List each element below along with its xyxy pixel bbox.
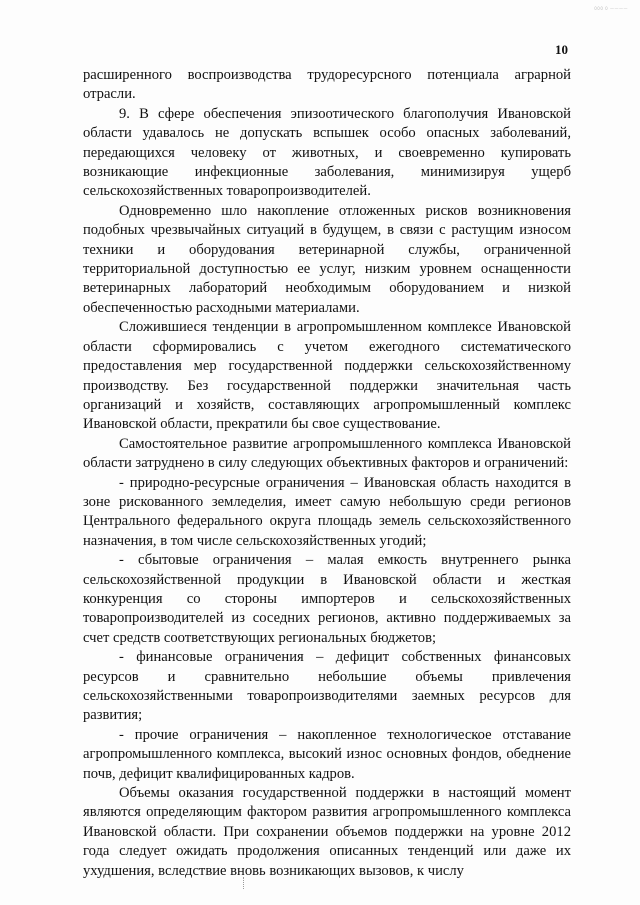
scan-artifact-mark — [243, 877, 246, 889]
scan-mark: 000 0 ———— — [594, 6, 628, 11]
list-item-natural-resource: - природно-ресурсные ограничения – Ивановская область находится в зоне рискованного земледелия, имеет самую небольшую среди регионов Центрального федерального округа площадь земель сельскохозяйственного назначения, в том числе сельскохозяйственных угодий; — [83, 474, 571, 549]
paragraph-support-volume: Объемы оказания государственной поддержки в настоящий момент являются определяющим фактором развития агропромышленного комплекса Ивановской области. При сохранении объемов поддержки на уровне 2012 года следует ожидать продолжения описанных тенденций или даже их ухудшения, вследствие вновь возникающих вызовов, к числу — [83, 785, 571, 879]
paragraph-epizootic: 9. В сфере обеспечения эпизоотического благополучия Ивановской области удавалось не допускать вспышек особо опасных заболеваний, передающихся человеку от животных, и своевременно купировать возникающие инфекционные заболевания, минимизируя ущерб сельскохозяйственных товаропроизводителей. — [83, 105, 571, 200]
document-body — [83, 66, 571, 881]
list-item-market: - сбытовые ограничения – малая емкость внутреннего рынка сельскохозяйственной продукции в Ивановской области и жесткая конкуренция со стороны импортеров и сельскохозяйственных товаропроизводителей из соседних регионов, активно поддерживаемых за счет средств соответствующих региональных бюджетов; — [83, 552, 571, 646]
paragraph-continuation: расширенного воспроизводства трудоресурсного потенциала аграрной отрасли. — [83, 67, 571, 103]
paragraph-risks: Одновременно шло накопление отложенных рисков возникновения подобных чрезвычайных ситуаций в будущем, в связи с растущим износом техники и оборудования ветеринарной службы, ограниченной территориальной доступностью ее услуг, низким уровнем оснащенности ветеринарных лабораторий необходимым оборудованием и низкой обеспеченностью расходными материалами. — [83, 202, 571, 316]
paragraph-factors-intro: Самостоятельное развитие агропромышленного комплекса Ивановской области затруднено в силу следующих объективных факторов и ограничений: — [83, 435, 571, 472]
page-number: 10 — [555, 42, 568, 57]
list-item-financial: - финансовые ограничения – дефицит собственных финансовых ресурсов и сравнительно небольшие объемы привлечения сельскохозяйственными товаропроизводителями заемных ресурсов для развития; — [83, 649, 571, 724]
paragraph-trends: Сложившиеся тенденции в агропромышленном комплексе Ивановской области сформировались с учетом ежегодного систематического предоставления мер государственной поддержки сельскохозяйственному производству. Без государственной поддержки значительная часть организаций и хозяйств, составляющих агропромышленный комплекс Ивановской области, прекратили бы свое существование. — [83, 319, 571, 433]
list-item-other: - прочие ограничения – накопленное технологическое отставание агропромышленного комплекса, высокий износ основных фондов, обеднение почв, дефицит квалифицированных кадров. — [83, 726, 571, 782]
